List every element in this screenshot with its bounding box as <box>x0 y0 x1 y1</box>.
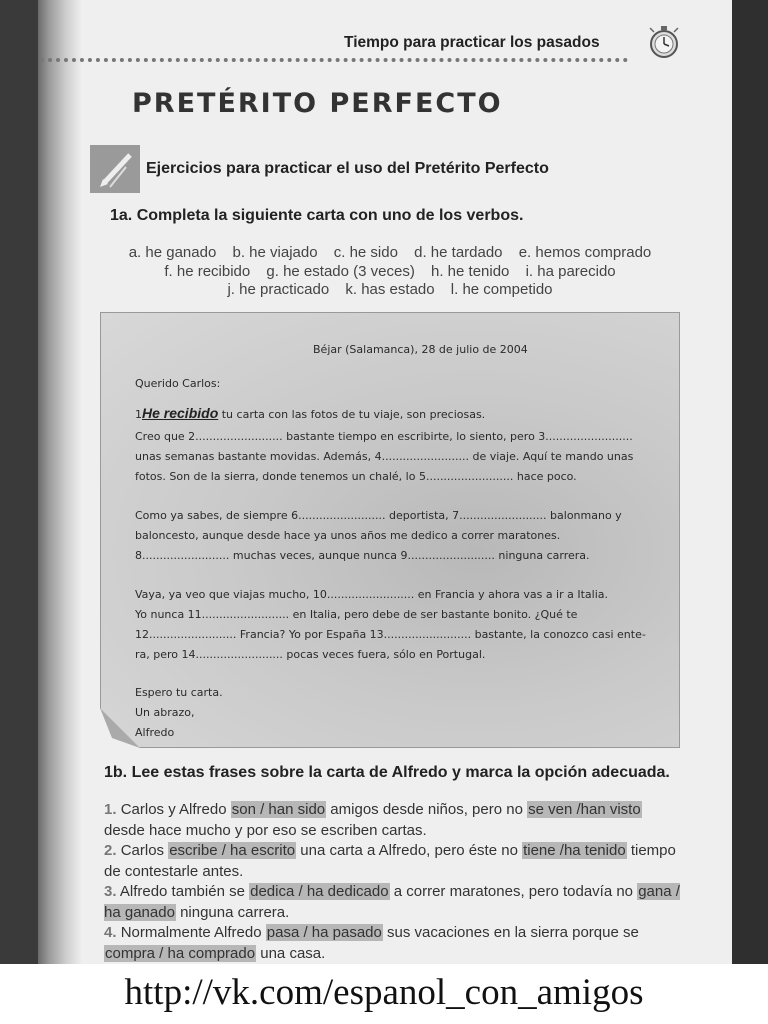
letter-closing: Espero tu carta. <box>135 686 223 699</box>
running-header: Tiempo para practicar los pasados <box>344 34 600 51</box>
letter-greeting: Querido Carlos: <box>135 377 221 390</box>
letter-line <box>135 405 485 421</box>
page-edge <box>732 0 768 1024</box>
letter-line: unas semanas bastante movidas. Además, 4......................... de viaje. Aquí te mando unas <box>135 450 634 463</box>
handwritten-answer: He recibido <box>142 405 219 421</box>
option: j. he practicado <box>227 281 330 298</box>
option: i. ha parecido <box>525 262 616 280</box>
option: k. has estado <box>345 281 435 298</box>
letter-line: baloncesto, aunque desde hace ya unos años me dedico a correr maratones. <box>135 529 561 542</box>
letter-signature: Alfredo <box>135 726 175 739</box>
option-highlight[interactable]: se ven /han visto <box>528 801 641 818</box>
exercise-1b-list <box>104 800 684 964</box>
verb-options <box>100 244 680 300</box>
option-highlight[interactable]: compra / ha comprado <box>105 944 256 962</box>
options-row <box>100 244 680 263</box>
list-item: 1. Carlos y Alfredo son / han sido amigos desde niños, pero no se ven /han visto desde hace mucho y por eso se escriben cartas. <box>104 801 641 839</box>
letter-box <box>100 312 680 748</box>
blank-number: 1 <box>135 408 142 421</box>
letter-line: 8......................... muchas veces, aunque nunca 9......................... ninguna carrera. <box>135 549 590 562</box>
letter-closing: Un abrazo, <box>135 706 195 719</box>
letter-line: Como ya sabes, de siempre 6......................... deportista, 7......................... balonmano y <box>135 509 622 522</box>
list-item: 3. Alfredo también se dedica / ha dedicado a correr maratones, pero todavía no gana / ha ganado ninguna carrera. <box>104 883 680 921</box>
letter-line: ra, pero 14......................... pocas veces fuera, sólo en Portugal. <box>135 648 486 661</box>
option: b. he viajado <box>232 244 318 261</box>
option-highlight[interactable]: escribe / ha escrito <box>169 842 296 859</box>
exercise-1b-title: 1b. Lee estas frases sobre la carta de Alfredo y marca la opción adecuada. <box>104 764 670 781</box>
option: l. he competido <box>450 281 553 298</box>
letter-line: Creo que 2......................... bastante tiempo en escribirte, lo siento, pero 3......................... <box>135 430 633 443</box>
options-row <box>100 263 680 282</box>
letter-line: fotos. Son de la sierra, donde tenemos un chalé, lo 5......................... hace poco. <box>135 470 577 483</box>
options-row <box>100 281 680 300</box>
letter-date: Béjar (Salamanca), 28 de julio de 2004 <box>313 343 528 356</box>
clock-icon <box>642 20 686 64</box>
dotted-divider <box>40 58 628 62</box>
option: c. he sido <box>333 244 398 261</box>
pencil-icon <box>90 145 140 193</box>
footer-url[interactable]: http://vk.com/espanol_con_amigos <box>0 964 768 1024</box>
exercise-1a-title: 1a. Completa la siguiente carta con uno de los verbos. <box>110 207 524 224</box>
option: h. he tenido <box>431 262 510 280</box>
option-highlight[interactable]: pasa / ha pasado <box>266 924 382 941</box>
book-spine-shadow <box>38 0 82 1024</box>
letter-line: Vaya, ya veo que viajas mucho, 10......................... en Francia y ahora vas a ir a Italia. <box>135 588 609 601</box>
list-item: 2. Carlos escribe / ha escrito una carta a Alfredo, pero éste no tiene /ha tenido tiempo de contestarle antes. <box>104 842 676 880</box>
option-highlight[interactable]: son / han sido <box>231 801 326 818</box>
letter-text: tu carta con las fotos de tu viaje, son preciosas. <box>218 408 486 421</box>
subsection-title: Ejercicios para practicar el uso del Pretérito Perfecto <box>146 160 549 177</box>
page-curl <box>100 708 140 748</box>
letter-line: Yo nunca 11......................... en Italia, pero debe de ser bastante bonito. ¿Qué te <box>135 608 578 621</box>
option: g. he estado (3 veces) <box>266 262 415 280</box>
option-highlight[interactable]: tiene /ha tenido <box>523 842 626 859</box>
list-item: 4. Normalmente Alfredo pasa / ha pasado sus vacaciones en la sierra porque se compra / ha comprado una casa. <box>104 924 639 962</box>
option-highlight[interactable]: gana / ha ganado <box>104 883 680 921</box>
option: f. he recibido <box>164 262 251 280</box>
option-highlight[interactable]: dedica / ha dedicado <box>250 883 389 900</box>
option: a. he ganado <box>128 244 217 261</box>
letter-line: 12......................... Francia? Yo por España 13......................... bastante, la conozco casi ente- <box>135 628 646 641</box>
option: e. hemos comprado <box>518 244 652 261</box>
option: d. he tardado <box>414 244 503 261</box>
section-title: PRETÉRITO PERFECTO <box>132 88 503 119</box>
